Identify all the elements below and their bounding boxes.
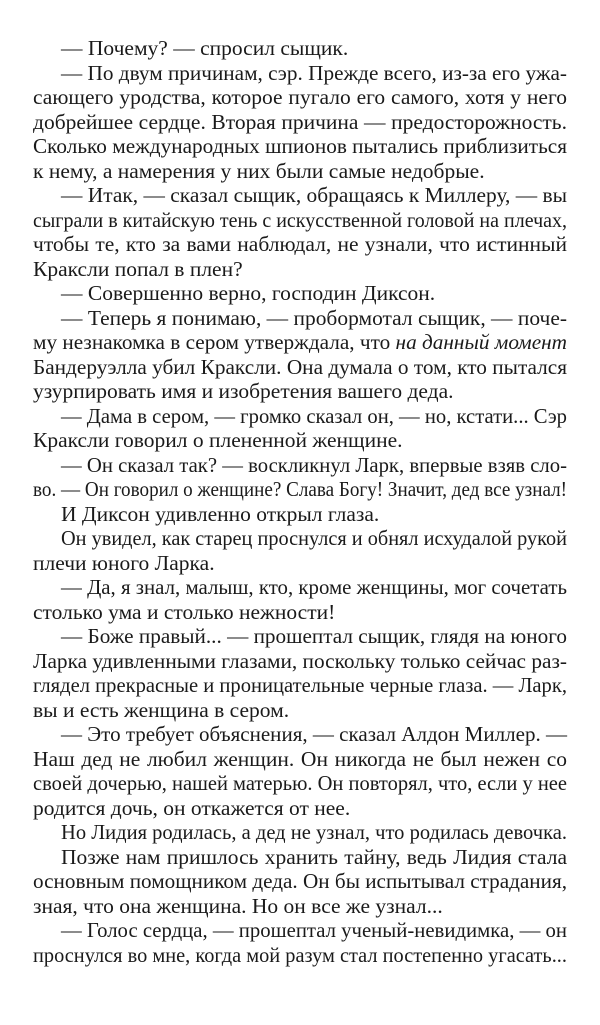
text-line — [33, 85, 567, 110]
text-line — [33, 404, 567, 429]
text-line — [33, 477, 567, 502]
text-segment: — Он сказал так? — воскликнул Ларк, впервые взяв сло- — [61, 452, 567, 477]
text-line — [33, 453, 567, 478]
text-line — [33, 183, 567, 208]
text-line-content — [33, 232, 567, 256]
text-line-content — [33, 673, 567, 698]
text-line-content — [61, 183, 567, 208]
text-line — [33, 943, 567, 968]
text-segment: му незнакомка в сером утверждала, что — [33, 330, 396, 354]
text-line-content — [61, 61, 567, 86]
text-line-content — [61, 502, 379, 526]
text-line — [33, 232, 567, 257]
text-line-content — [33, 85, 567, 109]
text-line — [33, 575, 567, 600]
text-segment: добрейшее сердце. Вторая причина — предосторожность. — [33, 109, 567, 134]
text-segment: — Да, я знал, малыш, кто, кроме женщины, мог сочетать — [61, 575, 567, 599]
text-line — [33, 428, 567, 453]
text-line — [33, 845, 567, 870]
text-line-content — [61, 722, 567, 747]
text-line — [33, 918, 567, 943]
text-line — [33, 208, 567, 233]
text-segment: — Почему? — спросил сыщик. — [61, 36, 349, 60]
text-line-content — [33, 796, 350, 820]
text-line — [33, 698, 567, 723]
text-segment: Бандеруэлла убил Краксли. Она думала о том, кто пытался — [33, 354, 567, 379]
text-segment: Краксли говорил о плененной женщине. — [33, 428, 403, 452]
text-segment: Наш дед не любил женщин. Он никогда не был нежен со — [33, 746, 567, 771]
text-line — [33, 551, 567, 576]
text-segment: зная, что она женщина. Но он все же узнал... — [33, 893, 443, 918]
text-line — [33, 61, 567, 86]
text-line-content — [33, 330, 567, 355]
text-line-content — [33, 134, 567, 159]
text-line-content — [61, 845, 567, 869]
text-segment: Сколько международных шпионов пытались приблизиться — [33, 134, 567, 158]
text-segment: своей дочерью, нашей матерью. Он повторял, что, если у нее — [33, 771, 567, 795]
text-segment: сающего уродства, которое пугало его самого, хотя у него — [33, 85, 567, 109]
text-line — [33, 673, 567, 698]
text-line-content — [61, 453, 567, 478]
text-line-content — [33, 208, 567, 233]
italic-text: на данный момент — [395, 330, 567, 354]
text-line-content — [61, 306, 567, 331]
text-segment: — Голос сердца, — прошептал ученый-невидимка, — он — [61, 918, 567, 942]
text-line-content — [33, 110, 567, 134]
text-segment: родится дочь, он откажется от нее. — [33, 795, 351, 820]
text-line-content — [33, 159, 485, 183]
text-line — [33, 159, 567, 184]
text-line — [33, 281, 567, 306]
text-line-content — [61, 526, 567, 551]
text-line — [33, 134, 567, 159]
text-segment: проснулся во мне, когда мой разум стал постепенно угасать... — [33, 942, 567, 967]
text-segment: — По двум причинам, сэр. Прежде всего, из-за его ужа- — [61, 60, 567, 85]
text-line-content — [33, 747, 567, 771]
text-line-content — [61, 36, 348, 60]
text-line — [33, 722, 567, 747]
text-segment: Но Лидия родилась, а дед не узнал, что родилась девочка. — [61, 820, 567, 844]
text-line-content — [33, 355, 567, 380]
text-line-content — [33, 600, 335, 624]
text-line-content — [33, 379, 454, 403]
text-line — [33, 747, 567, 772]
text-line — [33, 796, 567, 821]
text-segment: во. — Он говорил о женщине? Слава Богу! Значит, дед все узнал! — [33, 477, 567, 501]
text-line-content — [33, 551, 215, 575]
text-line — [33, 526, 567, 551]
text-line-content — [33, 698, 289, 722]
text-segment: глядел прекрасные и проницательные черные глаза. — Ларк, — [33, 673, 567, 697]
text-line — [33, 257, 567, 282]
text-line — [33, 820, 567, 845]
text-segment: — Совершенно верно, господин Диксон. — [61, 281, 436, 305]
text-line — [33, 306, 567, 331]
text-line-content — [61, 820, 567, 845]
text-segment: И Диксон удивленно открыл глаза. — [61, 501, 380, 526]
text-line — [33, 36, 567, 61]
book-page-text — [33, 36, 567, 967]
text-line-content — [33, 894, 443, 918]
text-line-content — [61, 575, 567, 600]
text-line — [33, 624, 567, 649]
text-segment: Он увидел, как старец проснулся и обнял исхудалой рукой — [61, 526, 567, 550]
text-line — [33, 771, 567, 796]
text-line — [33, 355, 567, 380]
text-segment: сыграли в китайскую тень с искусственной головой на плечах, — [33, 207, 567, 232]
text-segment: Краксли попал в плен? — [33, 256, 243, 281]
text-segment: — Боже правый... — прошептал сыщик, глядя на юного — [61, 624, 567, 648]
text-line — [33, 649, 567, 674]
text-line — [33, 110, 567, 135]
text-line — [33, 600, 567, 625]
text-segment: столько ума и столько нежности! — [33, 599, 336, 624]
text-segment: — Это требует объяснения, — сказал Алдон Миллер. — — [61, 722, 567, 746]
text-segment: вы и есть женщина в сером. — [33, 697, 290, 722]
text-line-content — [33, 649, 567, 674]
text-line — [33, 894, 567, 919]
text-segment: Ларка удивленными глазами, поскольку только сейчас раз- — [33, 648, 567, 673]
text-segment: основным помощником деда. Он бы испытывал страдания, — [33, 869, 567, 893]
text-segment: — Теперь я понимаю, — пробормотал сыщик, — поче- — [61, 305, 567, 330]
text-line-content — [33, 257, 243, 281]
text-line — [33, 330, 567, 355]
text-line-content — [61, 624, 567, 649]
text-segment: — Дама в сером, — громко сказал он, — но, кстати... Сэр — [61, 403, 567, 428]
text-line — [33, 502, 567, 527]
text-line-content — [33, 477, 567, 502]
text-line-content — [61, 404, 567, 429]
text-line — [33, 869, 567, 894]
text-line — [33, 379, 567, 404]
text-segment: к нему, а намерения у них были самые недобрые. — [33, 158, 485, 183]
text-line-content — [61, 918, 567, 943]
text-line-content — [61, 281, 435, 305]
text-segment: Позже нам пришлось хранить тайну, ведь Лидия стала — [61, 844, 567, 869]
text-line-content — [33, 428, 403, 452]
text-segment: чтобы те, кто за вами наблюдал, не узнали, что истинный — [33, 232, 567, 256]
text-segment: — Итак, — сказал сыщик, обращаясь к Миллеру, — вы — [61, 183, 567, 207]
text-line-content — [33, 771, 567, 796]
text-segment: плечи юного Ларка. — [33, 550, 215, 575]
text-line-content — [33, 869, 567, 894]
text-line-content — [33, 943, 567, 968]
text-segment: узурпировать имя и изобретения вашего деда. — [33, 379, 454, 403]
